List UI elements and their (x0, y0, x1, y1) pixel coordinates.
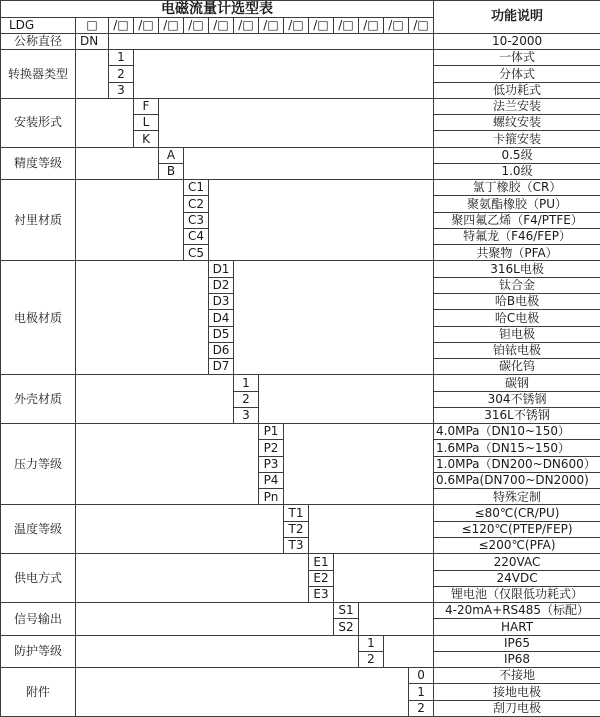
model-prefix-label: LDG (1, 18, 76, 34)
option-desc-cell: 1.6MPa（DN15~150） (434, 440, 600, 456)
merged-spacer-cell (109, 34, 434, 50)
option-desc-cell: IP68 (434, 651, 600, 667)
group-label: 压力等级 (1, 424, 76, 505)
merged-spacer-cell (259, 375, 434, 424)
option-code-cell: E2 (309, 570, 334, 586)
slash-checkbox-cell: /□ (359, 18, 384, 34)
option-code-cell: 3 (109, 82, 134, 98)
merged-spacer-cell (76, 505, 284, 554)
option-desc-cell: 10-2000 (434, 34, 600, 50)
option-desc-cell: HART (434, 619, 600, 635)
merged-spacer-cell (309, 505, 434, 554)
option-code-cell: 2 (234, 391, 259, 407)
merged-spacer-cell (76, 147, 159, 180)
option-desc-cell: 铂铱电极 (434, 342, 600, 358)
option-code-cell: 3 (234, 407, 259, 423)
option-desc-cell: 4-20mA+RS485（标配） (434, 603, 600, 619)
merged-spacer-cell (76, 554, 309, 603)
option-code-cell: C4 (184, 228, 209, 244)
option-code-cell: D1 (209, 261, 234, 277)
slash-checkbox-cell: /□ (284, 18, 309, 34)
option-code-cell: C3 (184, 212, 209, 228)
slash-checkbox-cell: /□ (159, 18, 184, 34)
option-row (1, 554, 600, 570)
merged-spacer-cell (159, 98, 434, 147)
option-row (1, 375, 600, 391)
option-code-cell: 2 (359, 651, 384, 667)
slash-checkbox-cell: /□ (134, 18, 159, 34)
slash-checkbox-cell: /□ (334, 18, 359, 34)
option-code-cell: 2 (109, 66, 134, 82)
option-code-cell: S2 (334, 619, 359, 635)
option-desc-cell: 接地电极 (434, 684, 600, 700)
option-desc-cell: 哈C电极 (434, 310, 600, 326)
option-row (1, 505, 600, 521)
option-desc-cell: 分体式 (434, 66, 600, 82)
group-label: 衬里材质 (1, 180, 76, 261)
slash-checkbox-cell: /□ (259, 18, 284, 34)
option-desc-cell: ≤80℃(CR/PU) (434, 505, 600, 521)
merged-spacer-cell (234, 261, 434, 375)
option-code-cell: C2 (184, 196, 209, 212)
option-desc-cell: 316L电极 (434, 261, 600, 277)
option-desc-cell: IP65 (434, 635, 600, 651)
slash-checkbox-cell: /□ (184, 18, 209, 34)
option-code-cell: D3 (209, 293, 234, 309)
group-label: 安装形式 (1, 98, 76, 147)
option-code-cell: C5 (184, 245, 209, 261)
merged-spacer-cell (284, 424, 434, 505)
option-row (1, 424, 600, 440)
option-code-cell: B (159, 163, 184, 179)
option-code-cell: S1 (334, 603, 359, 619)
option-code-cell: 1 (359, 635, 384, 651)
option-desc-cell: 碳钢 (434, 375, 600, 391)
merged-spacer-cell (76, 635, 359, 668)
option-code-cell: D2 (209, 277, 234, 293)
option-desc-cell: 哈B电极 (434, 293, 600, 309)
option-code-cell: P2 (259, 440, 284, 456)
slash-checkbox-cell: /□ (209, 18, 234, 34)
option-row (1, 603, 600, 619)
option-desc-cell: 刮刀电极 (434, 700, 600, 716)
option-desc-cell: 聚氨酯橡胶（PU） (434, 196, 600, 212)
dn-checkbox-cell: □ (76, 18, 109, 34)
option-code-cell: F (134, 98, 159, 114)
group-label: 转换器类型 (1, 50, 76, 99)
group-label: 精度等级 (1, 147, 76, 180)
merged-spacer-cell (334, 554, 434, 603)
group-label: 附件 (1, 668, 76, 717)
option-desc-cell: 0.6MPa(DN700~DN2000) (434, 472, 600, 488)
option-code-cell: Pn (259, 489, 284, 505)
option-row (1, 668, 600, 684)
slash-checkbox-cell: /□ (309, 18, 334, 34)
merged-spacer-cell (76, 50, 109, 99)
option-desc-cell: 聚四氟乙烯（F4/PTFE） (434, 212, 600, 228)
option-desc-cell: 一体式 (434, 50, 600, 66)
option-desc-cell: 1.0级 (434, 163, 600, 179)
option-code-cell: T3 (284, 537, 309, 553)
merged-spacer-cell (76, 375, 234, 424)
option-desc-cell: 螺纹安装 (434, 115, 600, 131)
option-desc-cell: 卡箍安装 (434, 131, 600, 147)
merged-spacer-cell (76, 180, 184, 261)
option-code-cell: 1 (409, 684, 434, 700)
group-label: 供电方式 (1, 554, 76, 603)
merged-spacer-cell (76, 668, 409, 717)
option-desc-cell: ≤200℃(PFA) (434, 537, 600, 553)
option-code-cell: L (134, 115, 159, 131)
option-code-cell: DN (76, 34, 109, 50)
merged-spacer-cell (76, 424, 259, 505)
option-row (1, 98, 600, 114)
option-desc-cell: 0.5级 (434, 147, 600, 163)
merged-spacer-cell (76, 98, 134, 147)
merged-spacer-cell (76, 261, 209, 375)
option-row (1, 147, 600, 163)
option-code-cell: 1 (234, 375, 259, 391)
option-code-cell: E1 (309, 554, 334, 570)
merged-spacer-cell (359, 603, 434, 636)
option-code-cell: K (134, 131, 159, 147)
option-code-cell: A (159, 147, 184, 163)
group-label: 外壳材质 (1, 375, 76, 424)
option-code-cell: 1 (109, 50, 134, 66)
option-code-cell: D6 (209, 342, 234, 358)
option-code-cell: D4 (209, 310, 234, 326)
group-label: 防护等级 (1, 635, 76, 668)
option-row (1, 180, 600, 196)
option-code-cell: D5 (209, 326, 234, 342)
slash-checkbox-cell: /□ (109, 18, 134, 34)
group-label: 公称直径 (1, 34, 76, 50)
group-label: 信号输出 (1, 603, 76, 636)
option-desc-cell: 24VDC (434, 570, 600, 586)
option-desc-cell: 4.0MPa（DN10~150） (434, 424, 600, 440)
title-row (1, 1, 600, 18)
option-row (1, 635, 600, 651)
slash-checkbox-cell: /□ (409, 18, 434, 34)
merged-spacer-cell (209, 180, 434, 261)
option-desc-cell: 法兰安装 (434, 98, 600, 114)
option-desc-cell: ≤120℃(PTEP/FEP) (434, 521, 600, 537)
nominal-diameter-row (1, 34, 600, 50)
option-desc-cell: 钛合金 (434, 277, 600, 293)
option-code-cell: P4 (259, 472, 284, 488)
option-code-cell: D7 (209, 359, 234, 375)
option-desc-cell: 低功耗式 (434, 82, 600, 98)
option-desc-cell: 304不锈钢 (434, 391, 600, 407)
option-desc-cell: 不接地 (434, 668, 600, 684)
slash-checkbox-cell: /□ (384, 18, 409, 34)
option-desc-cell: 1.0MPa（DN200~DN600） (434, 456, 600, 472)
option-desc-cell: 316L不锈钢 (434, 407, 600, 423)
option-code-cell: 2 (409, 700, 434, 716)
option-code-cell: 0 (409, 668, 434, 684)
table-title: 电磁流量计选型表 (1, 1, 434, 18)
option-code-cell: C1 (184, 180, 209, 196)
option-desc-cell: 钽电极 (434, 326, 600, 342)
option-row (1, 50, 600, 66)
slash-checkbox-cell: /□ (234, 18, 259, 34)
option-code-cell: P1 (259, 424, 284, 440)
option-row (1, 261, 600, 277)
function-column-header: 功能说明 (434, 1, 600, 34)
option-desc-cell: 碳化钨 (434, 359, 600, 375)
merged-spacer-cell (76, 603, 334, 636)
merged-spacer-cell (134, 50, 434, 99)
option-desc-cell: 氯丁橡胶（CR） (434, 180, 600, 196)
group-label: 电极材质 (1, 261, 76, 375)
option-desc-cell: 220VAC (434, 554, 600, 570)
group-label: 温度等级 (1, 505, 76, 554)
merged-spacer-cell (184, 147, 434, 180)
option-code-cell: T1 (284, 505, 309, 521)
option-desc-cell: 特氟龙（F46/FEP） (434, 228, 600, 244)
option-desc-cell: 特殊定制 (434, 489, 600, 505)
option-desc-cell: 锂电池（仅限低功耗式） (434, 586, 600, 602)
option-desc-cell: 共聚物（PFA） (434, 245, 600, 261)
merged-spacer-cell (384, 635, 434, 668)
option-code-cell: P3 (259, 456, 284, 472)
option-code-cell: T2 (284, 521, 309, 537)
option-code-cell: E3 (309, 586, 334, 602)
